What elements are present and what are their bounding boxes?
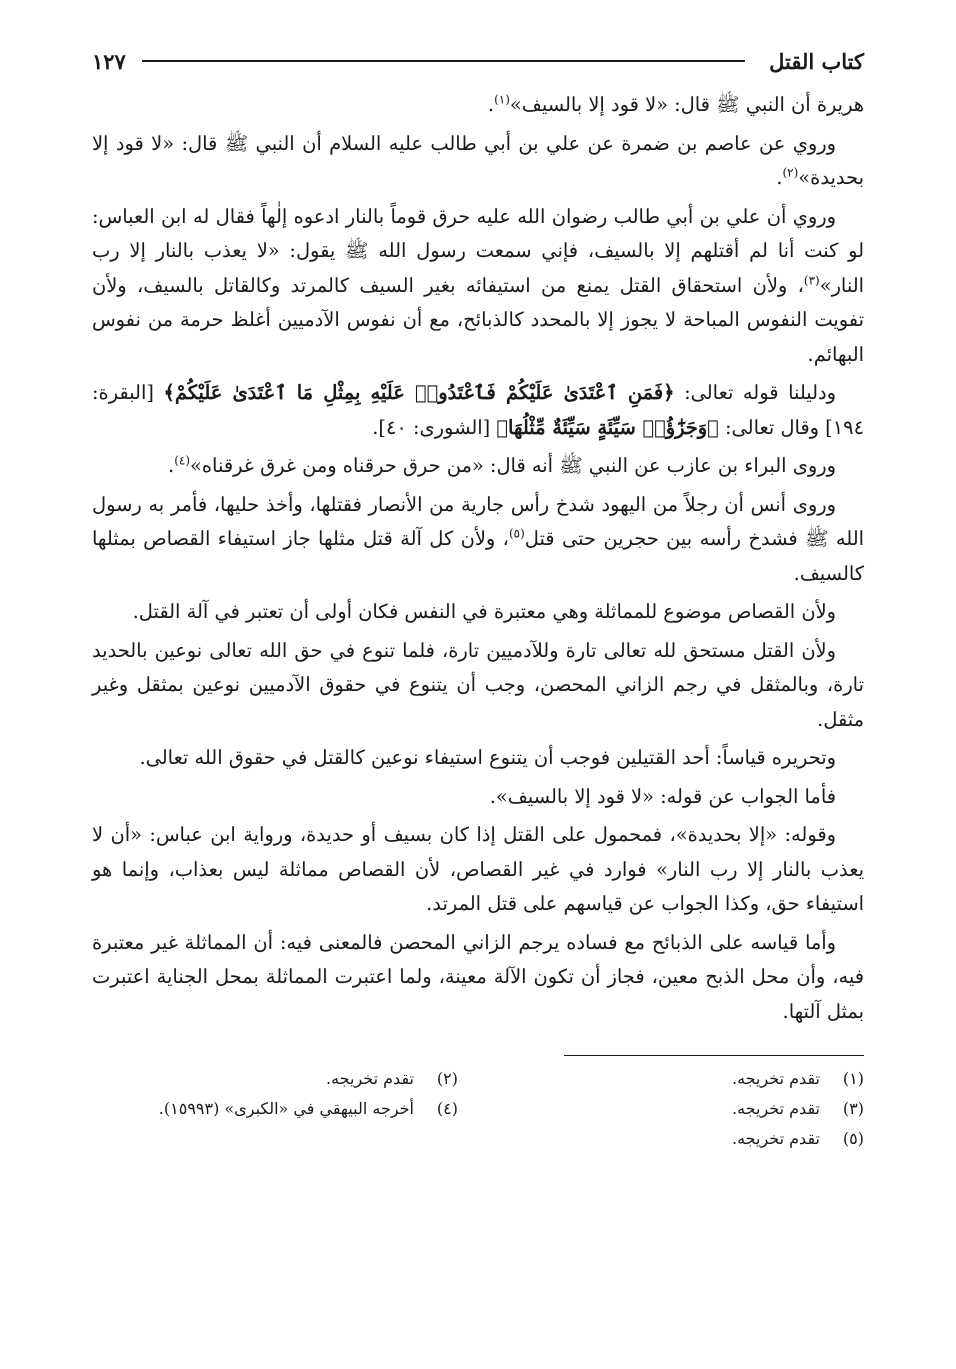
paragraph-text: هريرة أن النبي ﷺ قال: «لا قود إلا بالسيف» — [509, 93, 864, 116]
paragraph-text: . — [776, 166, 783, 189]
paragraph — [92, 488, 864, 592]
footnote-reference: (٢) — [782, 165, 799, 180]
footnote-reference: (١) — [494, 92, 510, 107]
page-number: ١٢٧ — [92, 48, 126, 74]
footnote-3 — [498, 1094, 864, 1124]
paragraph — [92, 780, 864, 815]
footnote-text: أخرجه البيهقي في «الكبرى» (١٥٩٩٣). — [158, 1099, 414, 1118]
footnote-text: تقدم تخريجه. — [326, 1069, 414, 1088]
paragraph-text: وروي عن عاصم بن ضمرة عن علي بن أبي طالب عليه السلام أن النبي ﷺ قال: «لا قود إلا بحديدة» — [92, 131, 864, 189]
quran-verse: ﴿فَمَنِ ٱعْتَدَىٰ عَلَيْكُمْ فَٱعْتَدُوا۟ عَلَيْهِ بِمِثْلِ مَا ٱعْتَدَىٰ عَلَيْكُمْ﴾ — [163, 381, 675, 404]
paragraph-text: ودليلنا قوله تعالى: — [674, 381, 837, 404]
chapter-title: كتاب القتل — [769, 48, 864, 74]
footnote-number: (٢) — [436, 1069, 458, 1088]
paragraph-text: . — [487, 93, 495, 116]
paragraph-text: وأما قياسه على الذبائح مع فساده يرجم الزاني المحصن فالمعنى فيه: أن المماثلة غير معتبرة فيه، وأن محل الذبح معين، فجاز أن تكون الآلة معينة، ولما اعتبرت المماثلة بمحل الجناية اعتبرت بمثل آلتها. — [92, 930, 864, 1023]
running-header — [92, 38, 864, 84]
paragraph — [92, 634, 864, 738]
paragraph — [92, 376, 864, 445]
paragraph-text: وروي أن علي بن أبي طالب رضوان الله عليه حرق قوماً بالنار ادعوه إلٰهاً فقال له ابن العباس: لو كنت أنا لم أقتلهم إلا بالسيف، فإني سمعت رسول الله ﷺ يقول: «لا يعذب بالنار إلا رب النار» — [92, 204, 864, 297]
paragraph — [92, 200, 864, 373]
footnote-4 — [92, 1094, 458, 1124]
paragraph — [92, 595, 864, 630]
paragraph — [92, 88, 864, 123]
footnote-reference: (٤) — [174, 453, 191, 468]
quran-verse: ﴿وَجَزَٰٓؤُا۟ سَيِّئَةٍ سَيِّئَةٌ مِّثْلُهَا﴾ — [496, 415, 719, 439]
book-page — [92, 38, 864, 1339]
paragraph-text: وتحريره قياساً: أحد القتيلين فوجب أن يتنوع استيفاء نوعين كالقتل في حقوق الله تعالى. — [139, 746, 836, 769]
paragraph-text: ، ولأن استحقاق القتل يمنع من استيفائه بغير السيف كالمرتد وكالقاتل بالسيف، ولأن تفويت النفوس المباحة لا يجوز إلا بالمحدد كالذبائح، مع أن نفوس الآدميين أغلظ حرمة من نفوس البهائم. — [92, 273, 864, 366]
footnote-reference: (٥) — [508, 526, 525, 541]
footnote-number: (٤) — [436, 1099, 458, 1118]
footnote-1 — [498, 1064, 864, 1094]
paragraph — [92, 926, 864, 1030]
paragraph — [92, 741, 864, 776]
paragraph-text: [الشورى: ٤٠]. — [372, 415, 497, 439]
main-text — [92, 88, 864, 1029]
footnote-number: (٥) — [842, 1129, 864, 1148]
paragraph-text: وروى البراء بن عازب عن النبي ﷺ أنه قال: «من حرق حرقناه ومن غرق غرقناه» — [190, 454, 836, 477]
footnote-reference: (٣) — [803, 273, 820, 288]
paragraph — [92, 127, 864, 196]
paragraph — [92, 449, 864, 484]
paragraph-text: وقوله: «إلا بحديدة»، فمحمول على القتل إذا كان بسيف أو حديدة، ورواية ابن عباس: «أن لا يعذب بالنار إلا رب النار» فوارد في غير القصاص، لأن القصاص مماثلة ليس بعذاب، وإنما هو استيفاء حق، وكذا الجواب عن قياسهم على قتل المرتد. — [92, 823, 864, 915]
footnote-2 — [92, 1064, 458, 1094]
footnote-text: تقدم تخريجه. — [732, 1069, 820, 1088]
paragraph — [92, 818, 864, 922]
footnote-5 — [498, 1124, 864, 1154]
paragraph-text: وروى أنس أن رجلاً من اليهود شدخ رأس جارية من الأنصار فقتلها، وأخذ حليها، فأمر به رسول الله ﷺ فشدخ رأسه بين حجرين حتى قتل — [92, 492, 864, 550]
footnote-text: تقدم تخريجه. — [732, 1129, 820, 1148]
footnotes — [92, 1064, 864, 1154]
footnote-separator — [564, 1055, 864, 1056]
paragraph-text: . — [168, 454, 175, 477]
footnote-number: (١) — [842, 1069, 864, 1088]
header-rule — [142, 60, 745, 62]
paragraph-text: [البقرة: ١٩٤] وقال تعالى: — [92, 381, 864, 439]
paragraph-text: ولأن القتل مستحق لله تعالى تارة وللآدميين تارة، فلما تنوع في حق الله تعالى نوعين بالحديد تارة، وبالمثقل في رجم الزاني المحصن، وجب أن يتنوع في حقوق الآدميين نوعين بمثقل وغير مثقل. — [92, 638, 864, 731]
paragraph-text: ولأن القصاص موضوع للمماثلة وهي معتبرة في النفس فكان أولى أن تعتبر في آلة القتل. — [132, 600, 836, 623]
paragraph-text: فأما الجواب عن قوله: «لا قود إلا بالسيف». — [489, 784, 836, 808]
footnote-text: تقدم تخريجه. — [732, 1099, 820, 1118]
footnote-number: (٣) — [842, 1099, 864, 1118]
paragraph-text: ، ولأن كل آلة قتل مثلها جاز استيفاء القصاص بمثلها كالسيف. — [92, 527, 864, 585]
